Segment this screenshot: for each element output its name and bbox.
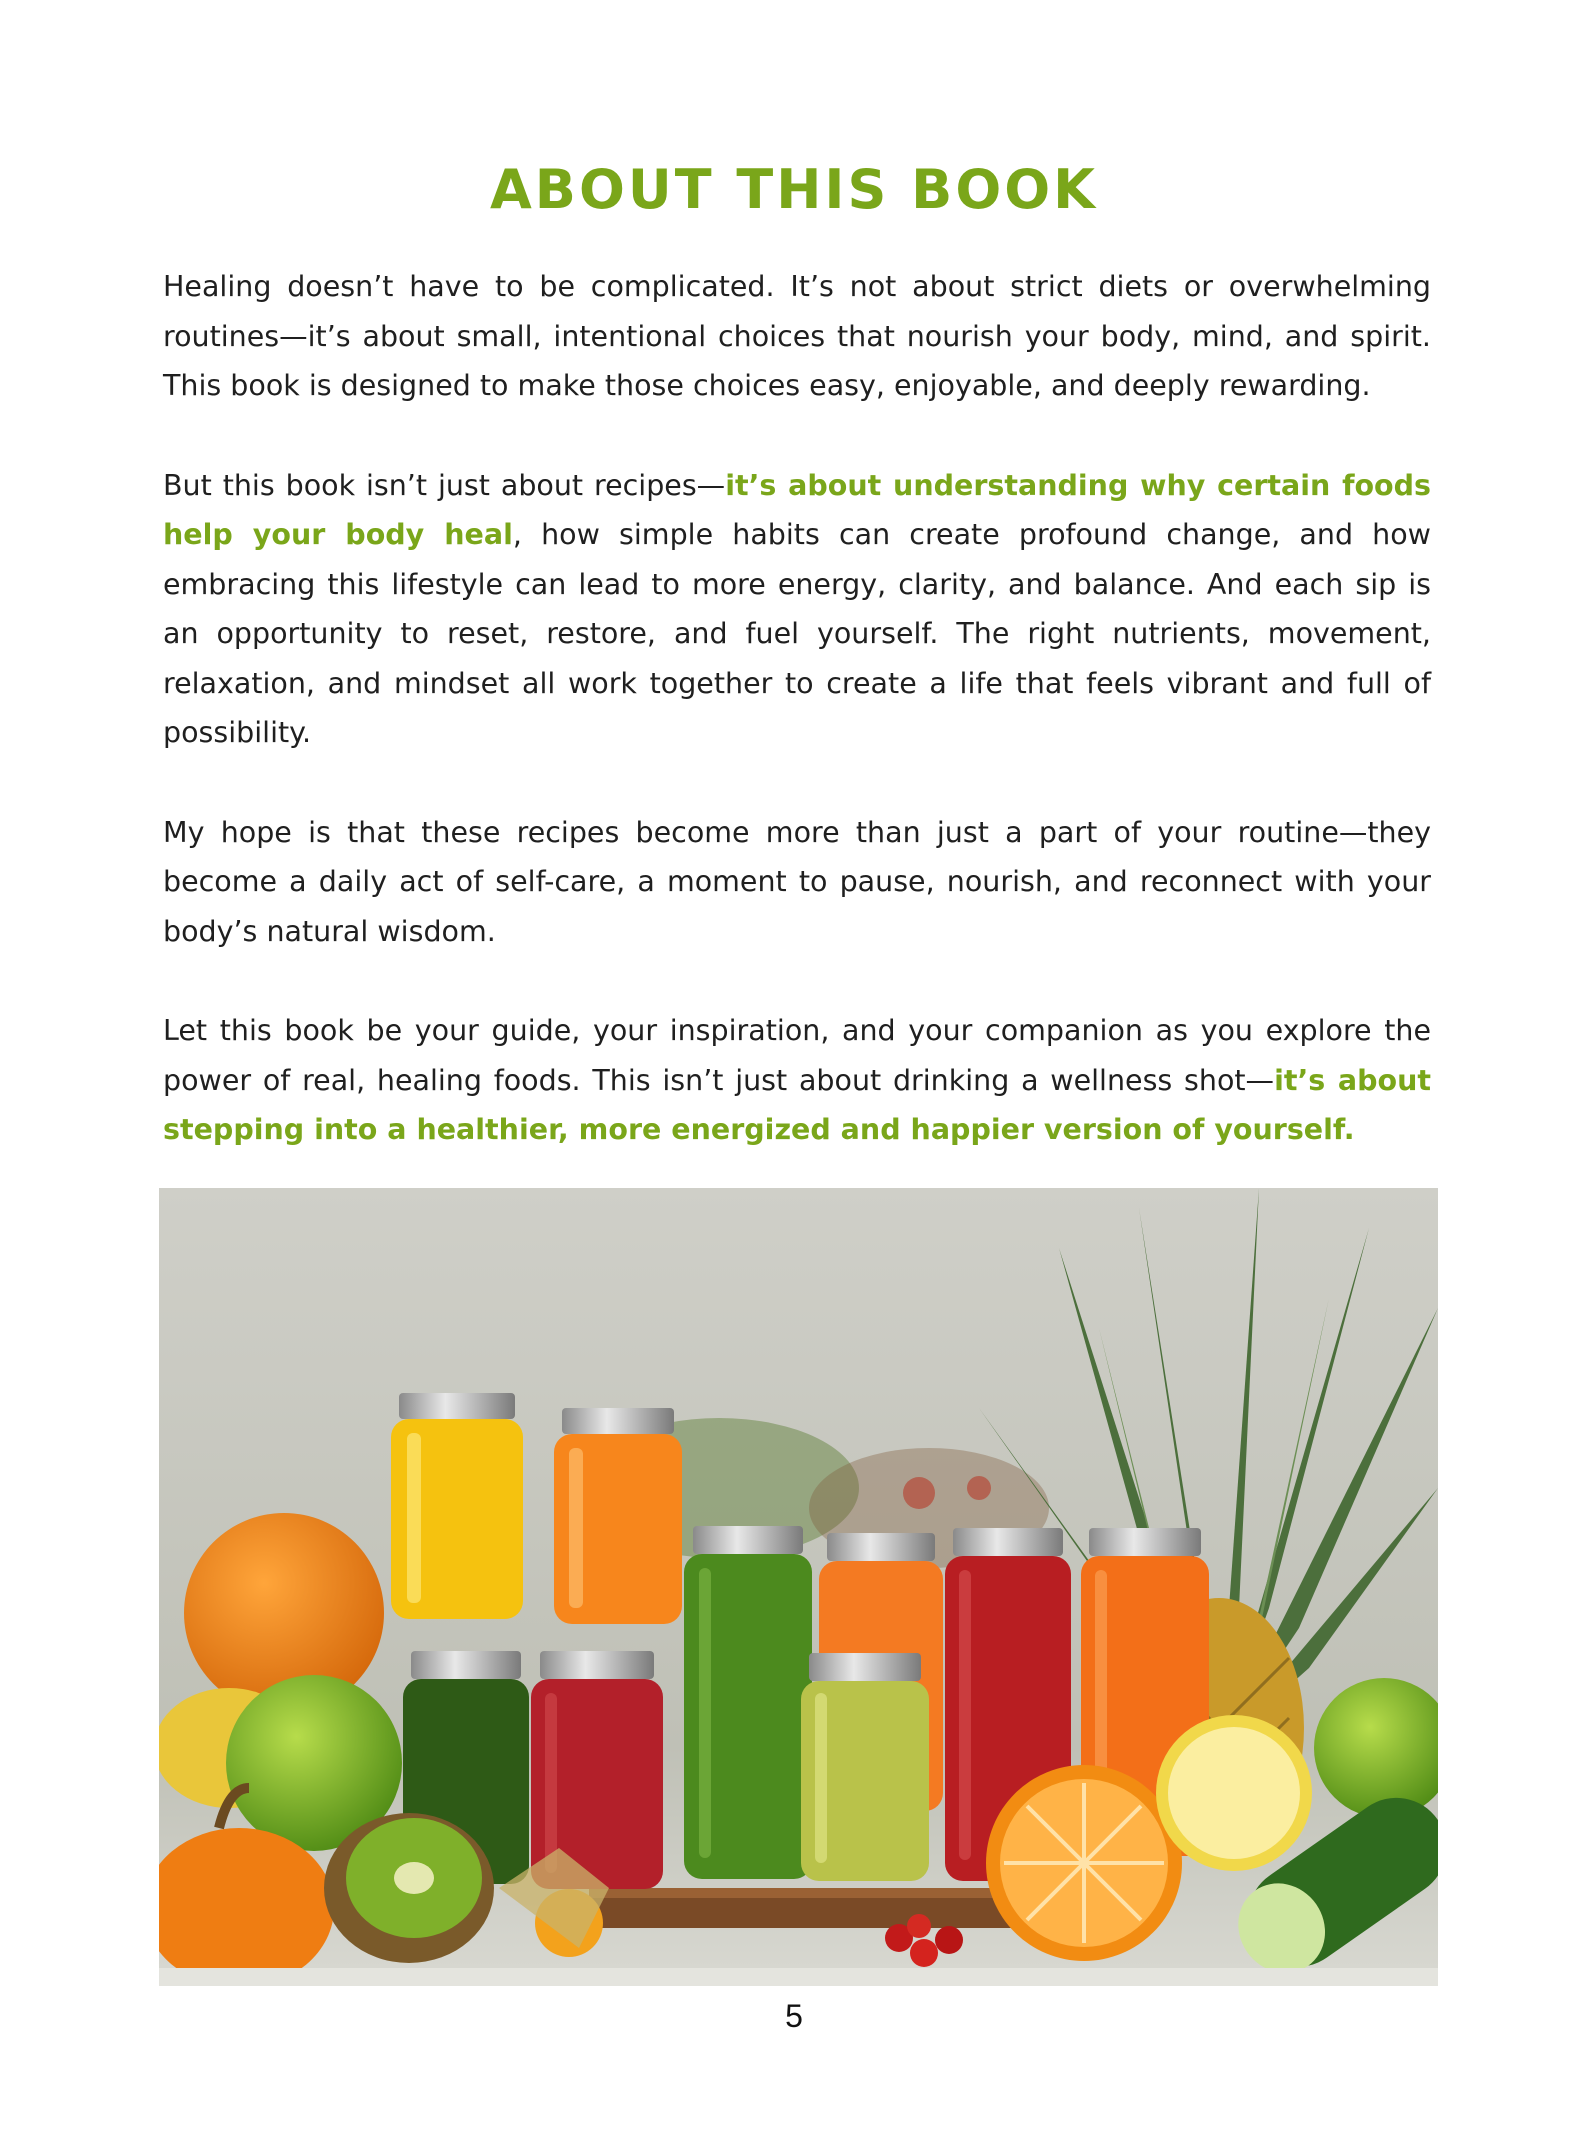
paragraph-2 <box>163 461 1431 758</box>
paragraph-2-end: , how simple habits can create profound change, and how embracing this lifestyle can lead to more energy, clarity, and balance. And each sip is an opportunity to reset, restore, and fuel yourself. The right nutrients, movement, relaxation, and mindset all work together to create a life that feels vibrant and full of possibility. <box>163 518 1431 749</box>
page-number: 5 <box>785 1998 803 2034</box>
paragraph-2-start: But this book isn’t just about recipes— <box>163 468 726 502</box>
juice-bottles-photo <box>159 1188 1438 1986</box>
page-title: ABOUT THIS BOOK <box>490 158 1098 221</box>
paragraph-2-highlight: it’s about understanding why certain foods help your body heal <box>163 468 1431 551</box>
paragraph-4-highlight: it’s about stepping into a healthier, more energized and happier version of yourself. <box>163 1063 1431 1146</box>
paragraph-1-text: Healing doesn’t have to be complicated. It’s not about strict diets or overwhelming routines—it’s about small, intentional choices that nourish your body, mind, and spirit. This book is designed to make those choices easy, enjoyable, and deeply rewarding. <box>163 270 1431 402</box>
paragraph-1 <box>163 262 1431 411</box>
juice-bottles-illustration <box>159 1188 1438 1986</box>
paragraph-4 <box>163 1006 1431 1155</box>
paragraph-4-start: Let this book be your guide, your inspiration, and your companion as you explore the power of real, healing foods. This isn’t just about drinking a wellness shot— <box>163 1014 1431 1097</box>
paragraph-3 <box>163 808 1431 957</box>
body-text <box>163 262 1431 1205</box>
paragraph-3-text: My hope is that these recipes become more than just a part of your routine—they become a daily act of self-care, a moment to pause, nourish, and reconnect with your body’s natural wisdom. <box>163 815 1431 948</box>
